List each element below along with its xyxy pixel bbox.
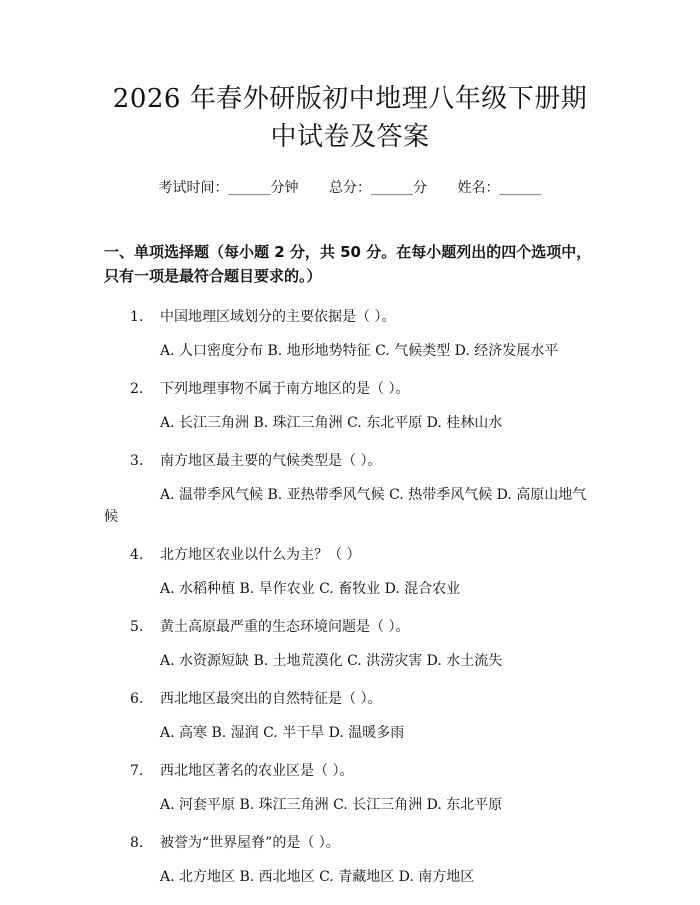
exam-time-field: 考试时间：______分钟 <box>158 180 299 196</box>
question-stem: 南方地区最主要的气候类型是（ ）。 <box>160 453 382 469</box>
question-options: A. 人口密度分布 B. 地形地势特征 C. 气候类型 D. 经济发展水平 <box>160 343 559 359</box>
question-item <box>104 688 596 744</box>
question-number: 6. <box>130 691 144 707</box>
question-options: A. 水稻种植 B. 旱作农业 C. 畜牧业 D. 混合农业 <box>160 581 461 597</box>
question-number: 8. <box>130 835 144 851</box>
question-item <box>104 760 596 816</box>
question-options: A. 长江三角洲 B. 珠江三角洲 C. 东北平原 D. 桂林山水 <box>160 415 503 431</box>
question-options: A. 高寒 B. 湿润 C. 半干旱 D. 温暖多雨 <box>160 725 405 741</box>
question-options: A. 水资源短缺 B. 土地荒漠化 C. 洪涝灾害 D. 水土流失 <box>160 653 503 669</box>
question-item <box>104 450 596 528</box>
question-item <box>104 616 596 672</box>
question-number: 1. <box>130 309 144 325</box>
question-number: 7. <box>130 763 144 779</box>
question-options: A. 河套平原 B. 珠江三角洲 C. 长江三角洲 D. 东北平原 <box>160 797 503 813</box>
question-options: A. 温带季风气候 B. 亚热带季风气候 C. 热带季风气候 D. 高原山地气候 <box>104 487 587 525</box>
question-number: 3. <box>130 453 144 469</box>
total-score-field: 总分：______分 <box>329 180 427 196</box>
question-item <box>104 378 596 434</box>
question-item <box>104 832 596 888</box>
question-item <box>104 306 596 362</box>
question-stem: 北方地区农业以什么为主？（ ） <box>160 547 361 563</box>
question-number: 2. <box>130 381 144 397</box>
question-number: 5. <box>130 619 144 635</box>
question-number: 4. <box>130 547 144 563</box>
question-stem: 黄土高原最严重的生态环境问题是（ ）。 <box>160 619 410 635</box>
exam-title: 2026 年春外研版初中地理八年级下册期中试卷及答案 <box>112 84 588 152</box>
student-name-field: 姓名：______ <box>457 180 542 196</box>
question-stem: 中国地理区域划分的主要依据是（ ）。 <box>160 309 396 325</box>
question-options: A. 北方地区 B. 西北地区 C. 青藏地区 D. 南方地区 <box>160 869 475 885</box>
question-stem: 西北地区著名的农业区是（ ）。 <box>160 763 354 779</box>
question-stem: 下列地理事物不属于南方地区的是（ ）。 <box>160 381 410 397</box>
section-heading-single-choice: 一、单项选择题（每小题 2 分，共 50 分。在每小题列出的四个选项中，只有一项是最符合题目要求的。） <box>104 243 592 285</box>
question-stem: 被誉为“世界屋脊”的是（ ）。 <box>160 835 340 851</box>
question-list <box>104 306 596 888</box>
exam-meta <box>104 178 596 198</box>
question-item <box>104 544 596 600</box>
question-stem: 西北地区最突出的自然特征是（ ）。 <box>160 691 382 707</box>
